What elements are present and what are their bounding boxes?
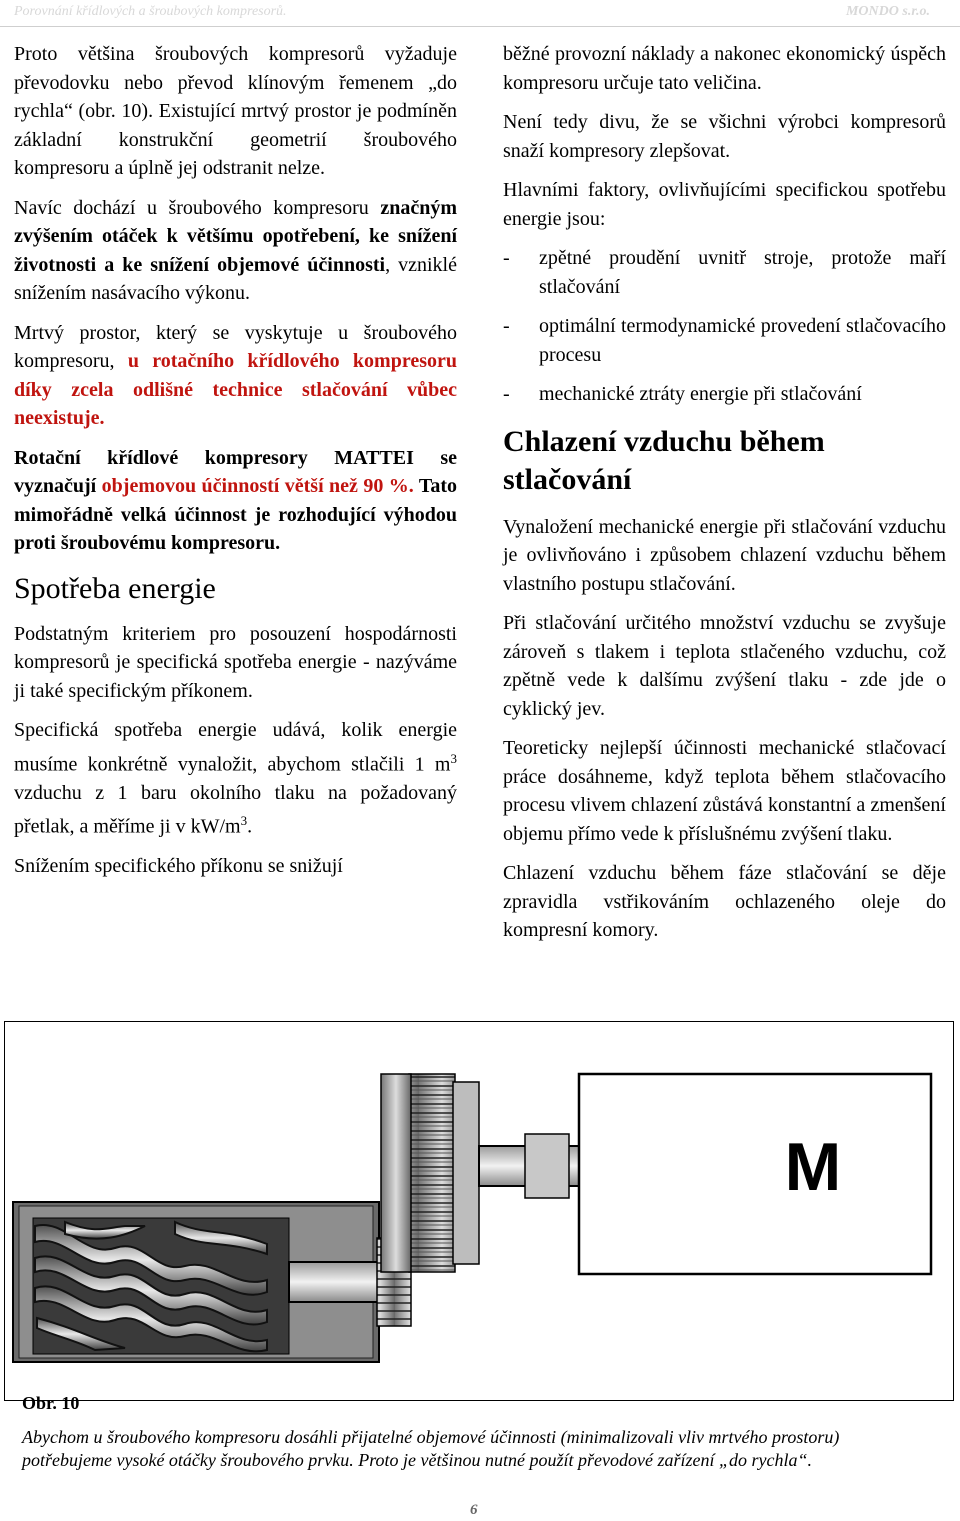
list-item	[503, 312, 946, 369]
text-span: Rotační křídlové kompresory MATTEI se vyznačují	[14, 446, 457, 497]
bullet-text: zpětné proudění uvnitř stroje, protože maří stlačování	[539, 247, 946, 298]
section-heading-energy: Spotřeba energie	[14, 571, 216, 605]
list-item	[503, 380, 946, 409]
text-span: Navíc dochází u šroubového kompresoru	[14, 196, 381, 219]
red-bold-text: u rotačního křídlového kompresoru díky zcela odlišné technice stlačování vůbec neexistuje.	[14, 350, 457, 429]
motor-box	[579, 1074, 931, 1274]
red-bold-text: objemovou účinností větší než 90 %.	[101, 475, 414, 497]
figure-label: Obr. 10	[22, 1393, 80, 1413]
header-company: MONDO s.r.o.	[845, 4, 930, 19]
motor-label: M	[784, 1129, 842, 1205]
right-column	[503, 40, 946, 956]
paragraph-dead-space: Proto většina šroubových kompresorů vyžaduje převodovku nebo převod klínovým řemenem „do rychla“ (obr. 10). Existující mrtvý prostor je podmíněn základní konstrukční geometrií šroubového kompresoru a úplně jej odstranit nelze.	[14, 43, 457, 179]
coupling	[525, 1134, 569, 1198]
text-span: vzduchu z 1 baru okolního tlaku na požadovaný přetlak, a měříme ji v kW/m	[14, 781, 457, 838]
paragraph-theory: Teoreticky nejlepší účinnosti mechanické stlačovací práce dosáhneme, když teplota během stlačovacího procesu vlivem chlazení zůstává konstantní a zmenšení objemu přímo vede k příslušnému zvýšení tlaku.	[503, 737, 946, 845]
bullet-dash: -	[503, 247, 510, 269]
paragraph-oil-injection: Chlazení vzduchu během fáze stlačování se děje zpravidla vstřikováním ochlazeného oleje do kompresní komory.	[503, 862, 946, 941]
section-heading-cooling: Chlazení vzduchu během stlačování	[503, 424, 825, 496]
paragraph-temperature: Při stlačování určitého množství vzduchu se zvyšuje zároveň s tlakem i teplota stlačeného vzduchu, což zpětně vede k dalšímu zvýšení tlaku - zde jde o cyklický jev.	[503, 612, 946, 720]
paragraph-factors: Hlavními faktory, ovlivňujícími specifickou spotřebu energie jsou:	[503, 179, 946, 230]
paragraph-reduction: Snížením specifického příkonu se snižují	[14, 855, 343, 878]
paragraph-criterion: Podstatným kriteriem pro posouzení hospodárnosti kompresorů je specifická spotřeba energie - nazýváme ji také specifickým příkonem.	[14, 622, 457, 702]
paragraph-speed-wear	[14, 194, 457, 308]
bullet-text: optimální termodynamické provedení stlačovacího procesu	[539, 315, 946, 366]
header-rule	[0, 26, 960, 27]
page-number: 6	[470, 1502, 478, 1518]
compressor-diagram	[5, 1022, 953, 1400]
page-header	[0, 0, 960, 26]
superscript: 3	[240, 813, 248, 829]
text-span: Tato mimořádně velká účinnost je rozhodující výhodou proti šroubovému kompresoru.	[14, 475, 458, 554]
figure-compressor-drive	[4, 1021, 954, 1401]
paragraph-vane-no-dead-space	[14, 319, 457, 433]
left-column	[14, 40, 457, 892]
text-span: Mrtvý prostor, který se vyskytuje u šroubového kompresoru,	[14, 321, 457, 372]
header-title: Porovnání křídlových a šroubových kompresorů.	[14, 4, 287, 19]
superscript: 3	[450, 750, 457, 766]
paragraph-specific-consumption	[14, 716, 457, 841]
bullet-dash: -	[503, 315, 510, 337]
figure-caption: Abychom u šroubového kompresoru dosáhli přijatelné objemové účinnosti (minimalizovali vliv mrtvého prostoru) potřebujeme vysoké otáčky šroubového prvku. Proto je většinou nutné použít převodové zařízení „do rychla“.	[22, 1427, 840, 1470]
paragraph-manufacturers: Není tedy divu, že se všichni výrobci kompresorů snaží kompresory zlepšovat.	[503, 111, 946, 162]
bullet-text: mechanické ztráty energie při stlačování	[539, 383, 862, 405]
paragraph-running-costs: běžné provozní náklady a nakonec ekonomický úspěch kompresoru určuje tato veličina.	[503, 43, 946, 94]
bold-text: značným zvýšením otáček k většímu opotřebení, ke snížení životnosti a ke snížení objemové účinnosti	[14, 196, 457, 276]
text-span: , vzniklé snížením nasávacího výkonu.	[14, 253, 457, 304]
paragraph-mechanical-energy: Vynaložení mechanické energie při stlačování vzduchu je ovlivňováno i způsobem chlazení vzduchu během vlastního postupu stlačování.	[503, 515, 946, 595]
list-item	[503, 244, 946, 301]
gear-wheel	[409, 1074, 455, 1272]
text-span: .	[247, 815, 253, 838]
text-span: Specifická spotřeba energie udává, kolik energie musíme konkrétně vynaložit, abychom stlačili 1 m	[14, 719, 457, 776]
paragraph-mattei-efficiency	[14, 444, 457, 558]
bullet-dash: -	[503, 383, 510, 405]
